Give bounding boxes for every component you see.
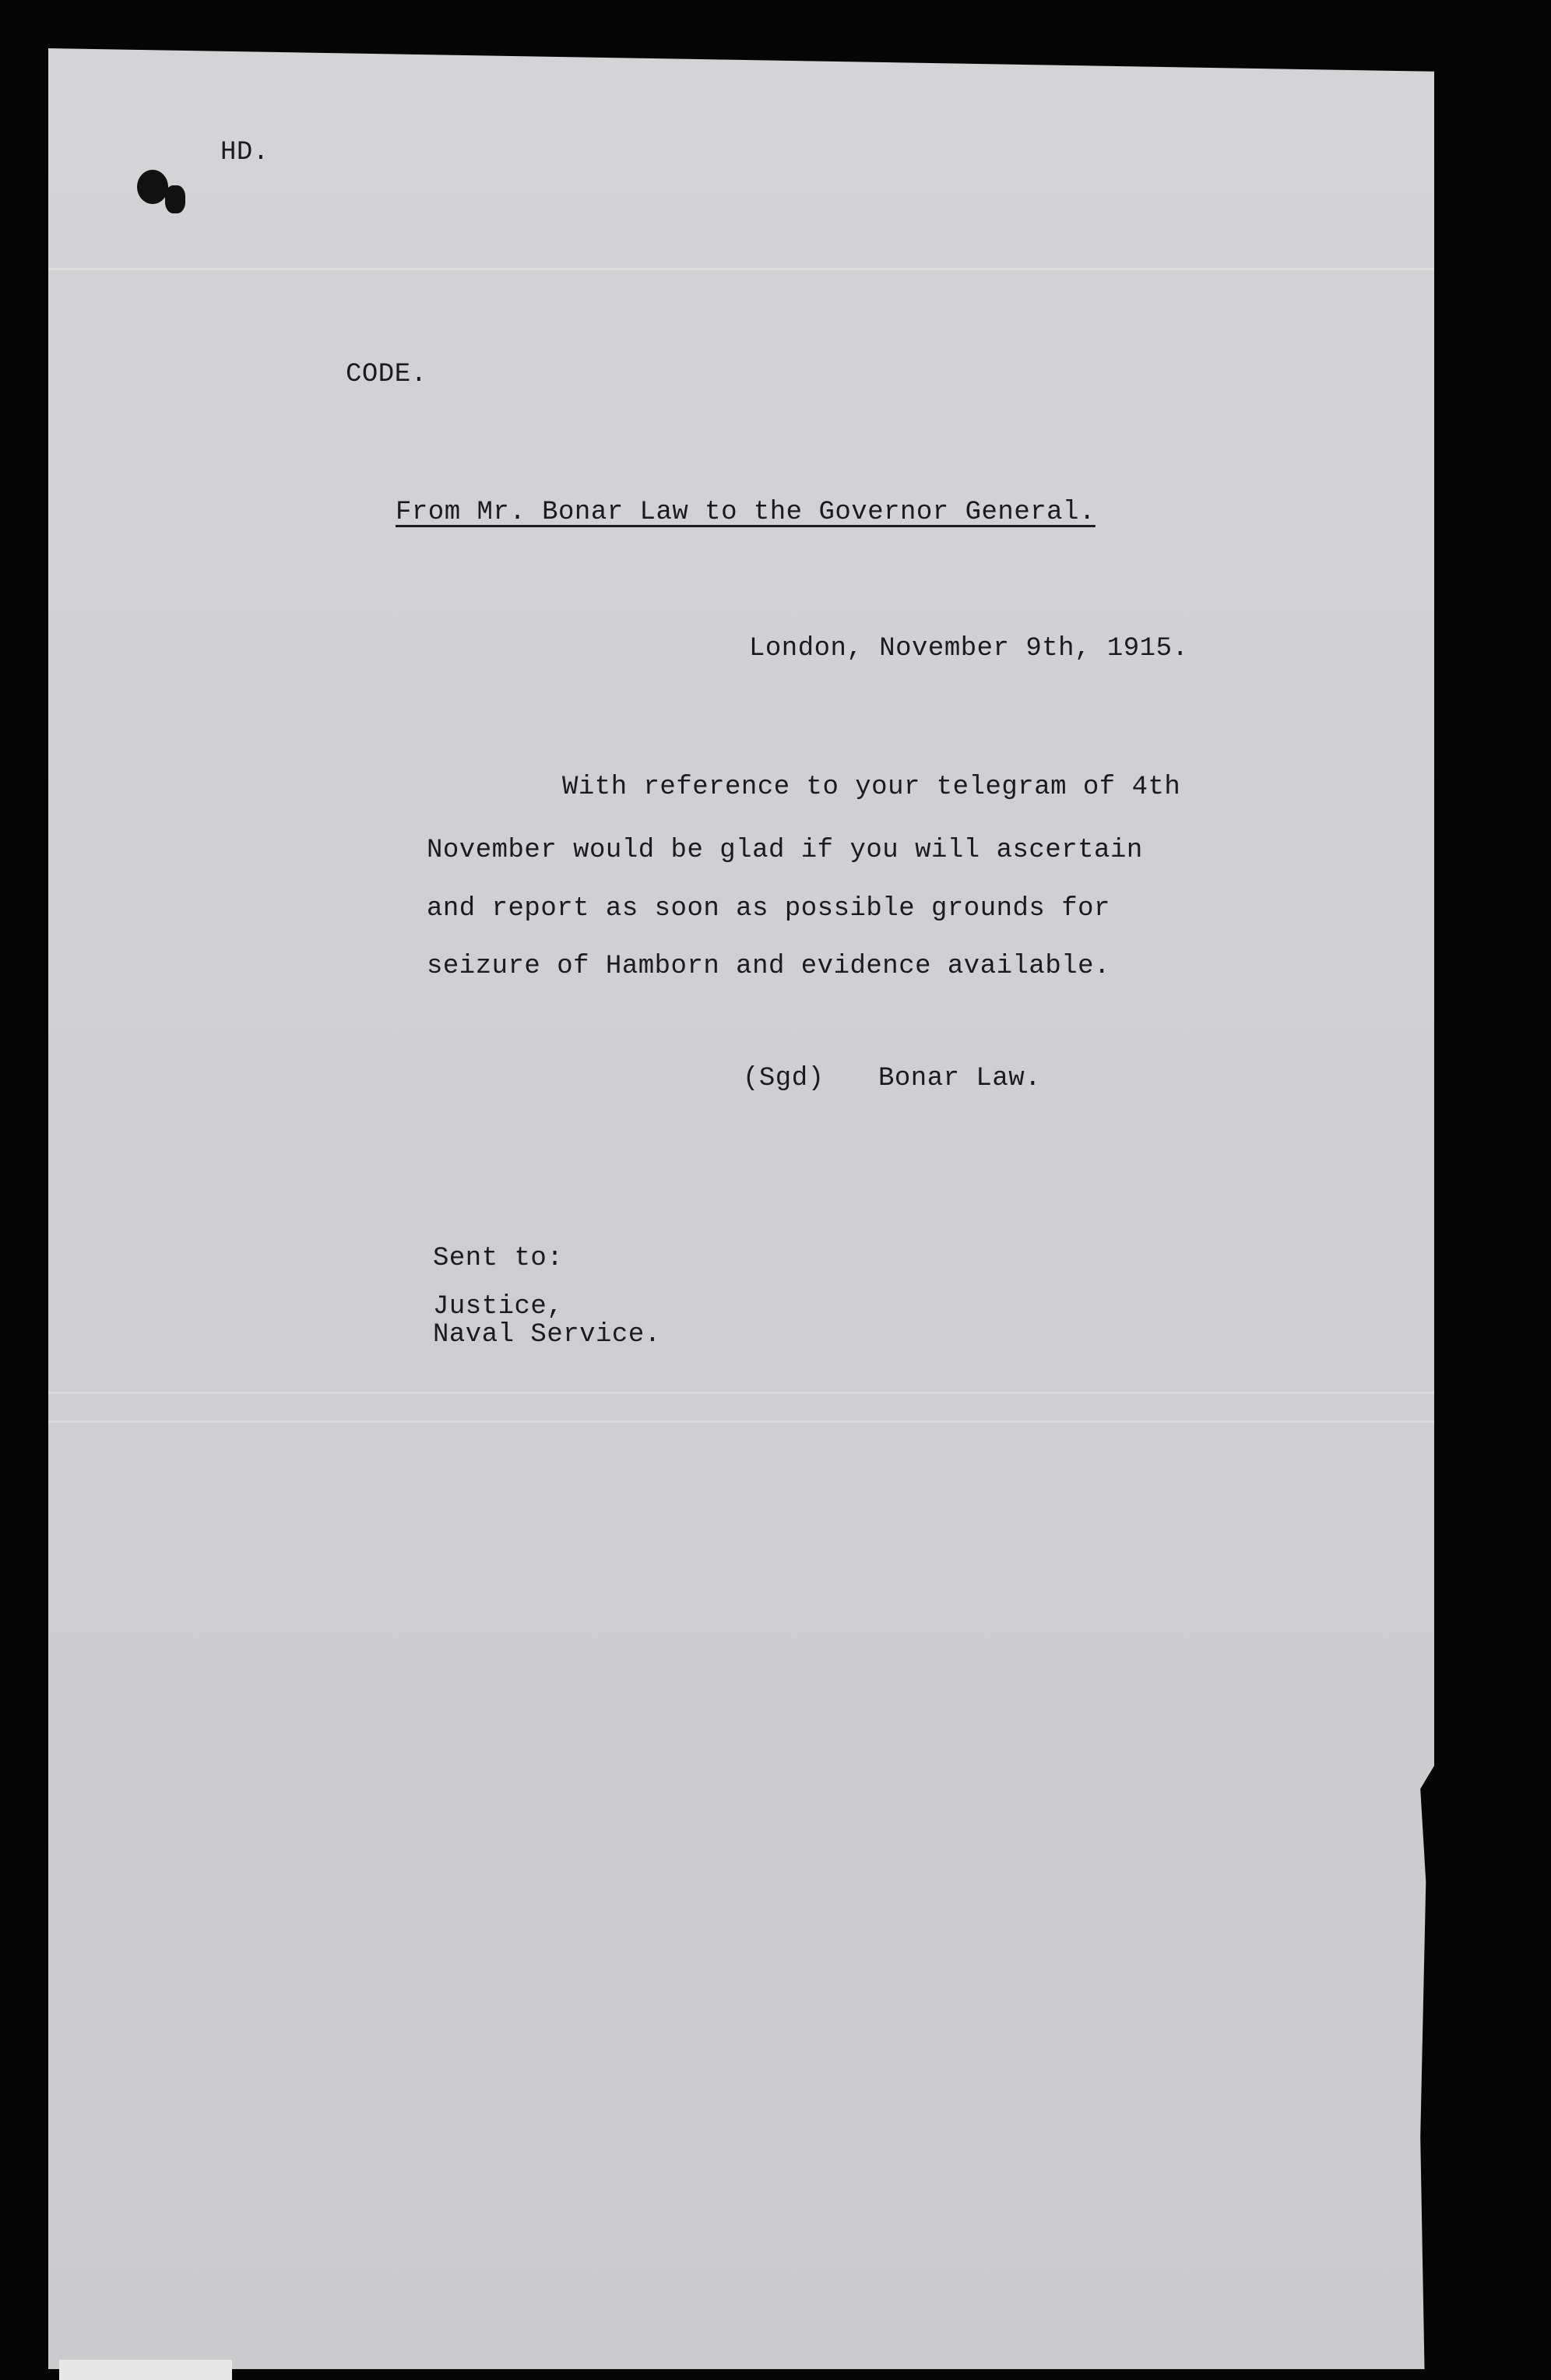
place-date: London, November 9th, 1915. [749,634,1189,664]
sent-to-label: Sent to: [433,1244,564,1273]
document-page [48,48,1434,2369]
classification-label: CODE. [346,360,427,389]
document-heading: From Mr. Bonar Law to the Governor General. [396,498,1096,527]
header-mark: HD. [220,138,269,167]
signature-prefix: (Sgd) [743,1064,825,1093]
ink-blot [165,185,185,213]
scan-artifact-line [48,268,1434,270]
ink-blot [137,170,168,204]
body-line-4: seizure of Hamborn and evidence available. [427,952,1110,981]
scan-artifact-line [48,1421,1434,1423]
recipient-justice: Justice, [433,1292,564,1322]
scan-tab-strip [59,2360,232,2380]
body-line-3: and report as soon as possible grounds for [427,894,1110,924]
body-line-1: With reference to your telegram of 4th [562,773,1181,802]
recipient-naval-service: Naval Service. [433,1320,661,1350]
signature-name: Bonar Law. [878,1064,1042,1093]
scan-artifact-line [48,1392,1434,1394]
body-line-2: November would be glad if you will ascertain [427,836,1143,865]
